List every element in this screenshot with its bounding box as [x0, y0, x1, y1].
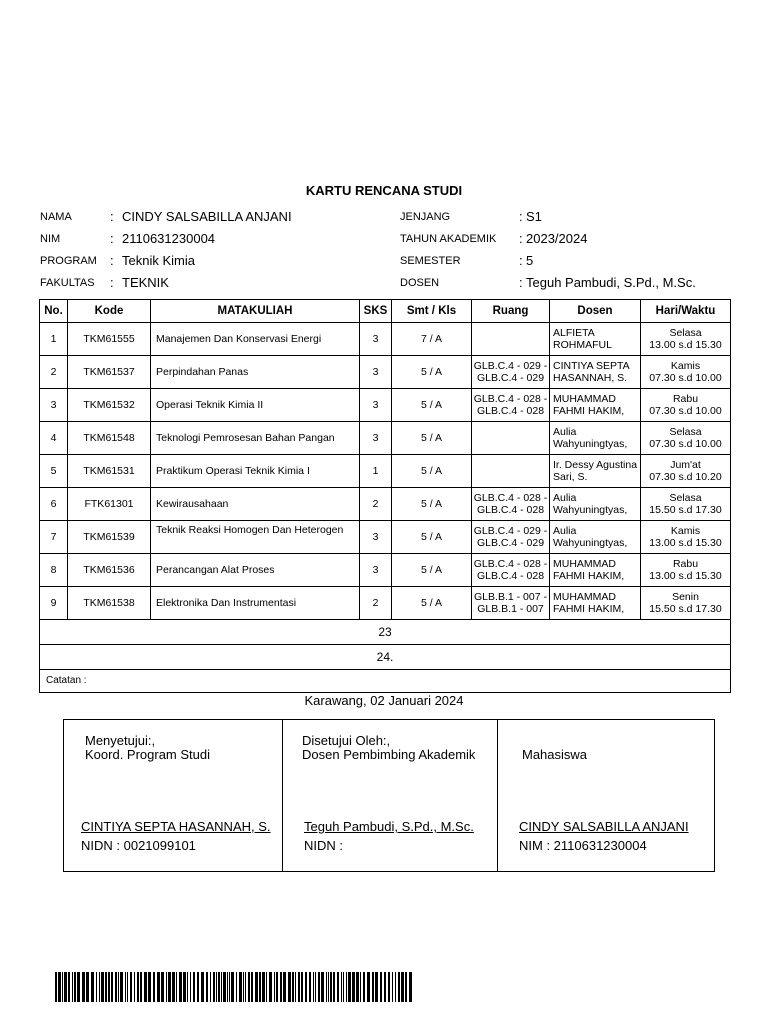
barcode-bar [55, 972, 57, 1002]
course-name: Praktikum Operasi Teknik Kimia I [151, 455, 360, 488]
barcode-bar [210, 972, 211, 1002]
lecturer-line: Ir. Dessy Agustina [553, 459, 638, 471]
barcode-bar [288, 972, 291, 1002]
course-name: Teknik Reaksi Homogen Dan Heterogen [151, 521, 360, 554]
barcode-bar [74, 972, 76, 1002]
course-sks: 3 [360, 521, 392, 554]
barcode-bar [309, 972, 311, 1002]
jenjang-value: S1 [526, 209, 542, 224]
barcode-bar [125, 972, 126, 1002]
course-code: TKM61538 [68, 587, 151, 620]
course-name: Elektronika Dan Instrumentasi [151, 587, 360, 620]
barcode-bar [305, 972, 307, 1002]
barcode-bar [341, 972, 342, 1002]
course-code: TKM61531 [68, 455, 151, 488]
barcode-bar [168, 972, 171, 1002]
info-row-program-semester [0, 253, 768, 269]
lecturer-line: ROHMAFUL [553, 339, 612, 351]
info-separator: : [110, 275, 114, 290]
barcode-bar [262, 972, 265, 1002]
barcode-bar [392, 972, 393, 1002]
barcode-bar [398, 972, 400, 1002]
barcode-bar [127, 972, 128, 1002]
faculty-value: TEKNIK [122, 275, 169, 290]
barcode-bar [274, 972, 275, 1002]
lecturer-line: Aulia [553, 426, 577, 438]
barcode-bar [140, 972, 142, 1002]
barcode-bar [216, 972, 217, 1002]
course-no: 7 [40, 521, 68, 554]
course-code: TKM61539 [68, 521, 151, 554]
barcode-bar [86, 972, 89, 1002]
total-row [40, 620, 731, 645]
course-name: Operasi Teknik Kimia II [151, 389, 360, 422]
table-row [40, 389, 731, 422]
barcode-bar [236, 972, 237, 1002]
barcode-bar [239, 972, 242, 1002]
course-semester-class: 5 / A [392, 554, 472, 587]
barcode-bar [137, 972, 139, 1002]
barcode-bar [231, 972, 234, 1002]
lecturer-line: FAHMI HAKIM, [553, 405, 625, 417]
info-separator: : [519, 231, 523, 246]
signature-caption: Menyetujui:, [85, 733, 156, 748]
course-sks: 2 [360, 488, 392, 521]
signatory-id: NIDN : 0021099101 [81, 838, 196, 853]
barcode-bar [221, 972, 222, 1002]
signature-advisor [283, 720, 498, 871]
barcode-bar [363, 972, 365, 1002]
info-separator: : [110, 209, 114, 224]
barcode-bar [346, 972, 347, 1002]
lecturer-line: Aulia [553, 525, 577, 537]
course-sks: 3 [360, 554, 392, 587]
semester-value: 5 [526, 253, 534, 268]
room-line: GLB.C.4 - 028 - [473, 492, 548, 504]
lecturer-line: Aulia [553, 492, 577, 504]
course-schedule [641, 521, 731, 554]
barcode-bar [227, 972, 228, 1002]
schedule-day: Rabu [672, 393, 699, 405]
schedule-day: Selasa [669, 327, 702, 339]
signature-role: Koord. Program Studi [85, 747, 211, 762]
info-label: SEMESTER [400, 255, 461, 267]
barcode [55, 972, 413, 1002]
info-row-nim-tahun [0, 231, 768, 247]
barcode-bar [148, 972, 151, 1002]
barcode-bar [283, 972, 286, 1002]
header-kode: Kode [68, 300, 151, 323]
schedule-time: 15.50 s.d 17.30 [649, 603, 722, 615]
schedule-time: 07.30 s.d 10.00 [649, 438, 722, 450]
course-semester-class: 5 / A [392, 455, 472, 488]
course-lecturer [550, 587, 641, 620]
course-rows [40, 323, 731, 620]
lecturer-line: Sari, S. [553, 471, 588, 483]
signatory-id: NIDN : [304, 838, 343, 853]
signature-role: Dosen Pembimbing Akademik [302, 747, 476, 762]
header-dosen: Dosen [550, 300, 641, 323]
summary-row [40, 645, 731, 670]
info-label: NAMA [40, 211, 72, 223]
barcode-bar [367, 972, 370, 1002]
barcode-bar [144, 972, 147, 1002]
course-code: FTK61301 [68, 488, 151, 521]
info-separator: : [519, 275, 523, 290]
schedule-day: Kamis [670, 360, 701, 372]
barcode-bar [333, 972, 335, 1002]
barcode-bar [375, 972, 378, 1002]
lecturer-line: ALFIETA [553, 327, 595, 339]
barcode-bar [280, 972, 282, 1002]
academic-year-value: 2023/2024 [526, 231, 588, 246]
header-hari-waktu: Hari/Waktu [641, 300, 731, 323]
room-line: GLB.C.4 - 028 [476, 504, 545, 516]
barcode-bar [243, 972, 244, 1002]
barcode-bar [157, 972, 160, 1002]
course-room [472, 587, 550, 620]
course-schedule [641, 422, 731, 455]
barcode-bar [91, 972, 94, 1002]
room-line: GLB.C.4 - 028 - [473, 393, 548, 405]
info-label: PROGRAM [40, 255, 97, 267]
document-title: KARTU RENCANA STUDI [305, 183, 463, 198]
course-no: 2 [40, 356, 68, 389]
barcode-bar [82, 972, 85, 1002]
course-semester-class: 5 / A [392, 587, 472, 620]
course-room [472, 422, 550, 455]
table-header-row [40, 300, 731, 323]
barcode-bar [292, 972, 294, 1002]
schedule-time: 07.30 s.d 10.00 [649, 372, 722, 384]
info-row-nama-jenjang [0, 209, 768, 225]
barcode-bar [352, 972, 355, 1002]
info-label: TAHUN AKADEMIK [400, 233, 497, 245]
barcode-bar [356, 972, 359, 1002]
room-line: GLB.B.1 - 007 [477, 603, 544, 615]
schedule-time: 07.30 s.d 10.00 [649, 405, 722, 417]
course-room [472, 389, 550, 422]
course-room [472, 455, 550, 488]
course-code: TKM61537 [68, 356, 151, 389]
summary-value: 24. [40, 645, 731, 670]
signatory-name: Teguh Pambudi, S.Pd., M.Sc. [304, 819, 474, 834]
barcode-bar [68, 972, 70, 1002]
room-line: GLB.C.4 - 029 [476, 537, 545, 549]
barcode-bar [360, 972, 361, 1002]
total-sks: 23 [40, 620, 731, 645]
barcode-bar [298, 972, 300, 1002]
course-lecturer [550, 389, 641, 422]
barcode-bar [337, 972, 339, 1002]
room-line: GLB.C.4 - 028 [476, 405, 545, 417]
course-code: TKM61548 [68, 422, 151, 455]
barcode-bar [134, 972, 135, 1002]
schedule-day: Selasa [669, 492, 702, 504]
course-schedule [641, 323, 731, 356]
barcode-bar [64, 972, 67, 1002]
barcode-bar [384, 972, 386, 1002]
barcode-bar [111, 972, 113, 1002]
header-smt-kls: Smt / Kls [392, 300, 472, 323]
schedule-day: Kamis [670, 525, 701, 537]
barcode-bar [318, 972, 320, 1002]
course-name: Manajemen Dan Konservasi Energi [151, 323, 360, 356]
barcode-bar [77, 972, 80, 1002]
info-row-fakultas-dosen [0, 275, 768, 291]
barcode-bar [395, 972, 396, 1002]
header-ruang: Ruang [472, 300, 550, 323]
lecturer-line: MUHAMMAD [553, 393, 616, 405]
table-row [40, 455, 731, 488]
signature-role: Mahasiswa [522, 747, 588, 762]
signature-coordinator [64, 720, 283, 871]
course-no: 9 [40, 587, 68, 620]
table-row [40, 356, 731, 389]
course-sks: 3 [360, 422, 392, 455]
barcode-bar [130, 972, 132, 1002]
lecturer-line: FAHMI HAKIM, [553, 603, 625, 615]
barcode-bar [326, 972, 327, 1002]
barcode-bar [206, 972, 208, 1002]
course-lecturer [550, 455, 641, 488]
barcode-bar [266, 972, 267, 1002]
course-name: Perancangan Alat Proses [151, 554, 360, 587]
table-row [40, 323, 731, 356]
signature-student [498, 720, 714, 871]
barcode-bar [218, 972, 220, 1002]
room-line: GLB.C.4 - 028 - [473, 558, 548, 570]
barcode-bar [72, 972, 73, 1002]
room-line: GLB.C.4 - 028 [476, 570, 545, 582]
room-line: GLB.C.4 - 029 - [473, 525, 548, 537]
course-schedule [641, 587, 731, 620]
barcode-bar [153, 972, 155, 1002]
course-no: 5 [40, 455, 68, 488]
signatory-id: NIM : 2110631230004 [519, 838, 647, 853]
place-date: Karawang, 02 Januari 2024 [304, 693, 464, 708]
schedule-time: 13.00 s.d 15.30 [649, 537, 722, 549]
header-sks: SKS [360, 300, 392, 323]
schedule-time: 13.00 s.d 15.30 [649, 570, 722, 582]
lecturer-line: MUHAMMAD [553, 558, 616, 570]
barcode-bar [105, 972, 107, 1002]
barcode-bar [401, 972, 404, 1002]
lecturer-line: HASANNAH, S. [553, 372, 628, 384]
barcode-bar [313, 972, 314, 1002]
barcode-bar [101, 972, 104, 1002]
schedule-time: 15.50 s.d 17.30 [649, 504, 722, 516]
barcode-bar [321, 972, 324, 1002]
barcode-bar [409, 972, 412, 1002]
catatan-label: Catatan : [40, 670, 731, 693]
catatan-row [40, 670, 731, 693]
barcode-bar [62, 972, 63, 1002]
table-row [40, 521, 731, 554]
barcode-bar [187, 972, 188, 1002]
barcode-bar [276, 972, 278, 1002]
barcode-bar [330, 972, 332, 1002]
course-semester-class: 7 / A [392, 323, 472, 356]
course-code: TKM61555 [68, 323, 151, 356]
barcode-bar [176, 972, 177, 1002]
lecturer-line: Wahyuningtyas, [553, 504, 628, 516]
course-lecturer [550, 356, 641, 389]
header-matakuliah: MATAKULIAH [151, 300, 360, 323]
course-name: Perpindahan Panas [151, 356, 360, 389]
barcode-bar [269, 972, 272, 1002]
course-sks: 3 [360, 323, 392, 356]
course-room [472, 521, 550, 554]
advisor-value: Teguh Pambudi, S.Pd., M.Sc. [526, 275, 696, 290]
course-schedule [641, 455, 731, 488]
header-no: No. [40, 300, 68, 323]
course-table [39, 299, 731, 693]
course-room [472, 488, 550, 521]
barcode-bar [223, 972, 226, 1002]
signatory-name: CINTIYA SEPTA HASANNAH, S. [81, 819, 271, 834]
program-value: Teknik Kimia [122, 253, 195, 268]
barcode-bar [172, 972, 175, 1002]
course-semester-class: 5 / A [392, 521, 472, 554]
signatory-name: CINDY SALSABILLA ANJANI [519, 819, 689, 834]
barcode-bar [120, 972, 123, 1002]
barcode-bar [161, 972, 164, 1002]
lecturer-line: Wahyuningtyas, [553, 537, 628, 549]
barcode-bar [201, 972, 204, 1002]
course-name: Kewirausahaan [151, 488, 360, 521]
course-sks: 3 [360, 356, 392, 389]
lecturer-line: MUHAMMAD [553, 591, 616, 603]
lecturer-line: CINTIYA SEPTA [553, 360, 630, 372]
signature-box [63, 719, 715, 872]
course-lecturer [550, 521, 641, 554]
barcode-bar [255, 972, 258, 1002]
barcode-bar [108, 972, 110, 1002]
course-no: 3 [40, 389, 68, 422]
barcode-bar [96, 972, 97, 1002]
barcode-bar [197, 972, 199, 1002]
course-semester-class: 5 / A [392, 422, 472, 455]
course-schedule [641, 356, 731, 389]
info-separator: : [110, 231, 114, 246]
barcode-bar [58, 972, 61, 1002]
barcode-bar [245, 972, 246, 1002]
schedule-day: Jum'at [670, 459, 701, 471]
barcode-bar [295, 972, 296, 1002]
barcode-bar [388, 972, 390, 1002]
barcode-bar [328, 972, 329, 1002]
course-schedule [641, 488, 731, 521]
schedule-time: 07.30 s.d 10.20 [649, 471, 722, 483]
barcode-bar [405, 972, 407, 1002]
barcode-bar [348, 972, 351, 1002]
info-label: NIM [40, 233, 61, 245]
barcode-bar [301, 972, 303, 1002]
course-semester-class: 5 / A [392, 389, 472, 422]
info-separator: : [519, 253, 523, 268]
course-no: 4 [40, 422, 68, 455]
course-lecturer [550, 323, 641, 356]
lecturer-line: FAHMI HAKIM, [553, 570, 625, 582]
student-nim: 2110631230004 [122, 231, 216, 246]
info-label: FAKULTAS [40, 277, 95, 289]
course-schedule [641, 389, 731, 422]
course-lecturer [550, 488, 641, 521]
barcode-bar [179, 972, 182, 1002]
course-code: TKM61532 [68, 389, 151, 422]
barcode-bar [248, 972, 250, 1002]
barcode-bar [118, 972, 119, 1002]
course-lecturer [550, 422, 641, 455]
course-no: 6 [40, 488, 68, 521]
course-lecturer [550, 554, 641, 587]
course-sks: 3 [360, 389, 392, 422]
barcode-bar [315, 972, 316, 1002]
info-separator: : [519, 209, 523, 224]
barcode-bar [183, 972, 186, 1002]
course-sks: 1 [360, 455, 392, 488]
course-sks: 2 [360, 587, 392, 620]
info-label: DOSEN [400, 277, 440, 289]
room-line: GLB.B.1 - 007 - [474, 591, 547, 603]
course-room [472, 554, 550, 587]
course-name: Teknologi Pemrosesan Bahan Pangan [151, 422, 360, 455]
barcode-bar [166, 972, 167, 1002]
course-semester-class: 5 / A [392, 356, 472, 389]
table-row [40, 587, 731, 620]
course-code: TKM61536 [68, 554, 151, 587]
room-line: GLB.C.4 - 029 - [473, 360, 548, 372]
info-separator: : [110, 253, 114, 268]
barcode-bar [99, 972, 100, 1002]
barcode-bar [251, 972, 253, 1002]
lecturer-line: Wahyuningtyas, [553, 438, 628, 450]
barcode-bar [372, 972, 374, 1002]
barcode-bar [190, 972, 191, 1002]
schedule-day: Senin [672, 591, 699, 603]
barcode-bar [229, 972, 230, 1002]
table-row [40, 422, 731, 455]
schedule-time: 13.00 s.d 15.30 [649, 339, 722, 351]
room-line: GLB.C.4 - 029 [476, 372, 545, 384]
table-row [40, 488, 731, 521]
barcode-bar [193, 972, 195, 1002]
table-row [40, 554, 731, 587]
barcode-bar [213, 972, 215, 1002]
barcode-bar [259, 972, 261, 1002]
barcode-bar [343, 972, 344, 1002]
schedule-day: Selasa [669, 426, 702, 438]
student-name: CINDY SALSABILLA ANJANI [122, 209, 292, 224]
barcode-bar [115, 972, 117, 1002]
course-semester-class: 5 / A [392, 488, 472, 521]
signature-caption: Disetujui Oleh:, [302, 733, 391, 748]
course-room [472, 323, 550, 356]
course-schedule [641, 554, 731, 587]
schedule-day: Rabu [672, 558, 699, 570]
info-label: JENJANG [400, 211, 451, 223]
barcode-bar [380, 972, 382, 1002]
course-no: 1 [40, 323, 68, 356]
course-no: 8 [40, 554, 68, 587]
course-room [472, 356, 550, 389]
